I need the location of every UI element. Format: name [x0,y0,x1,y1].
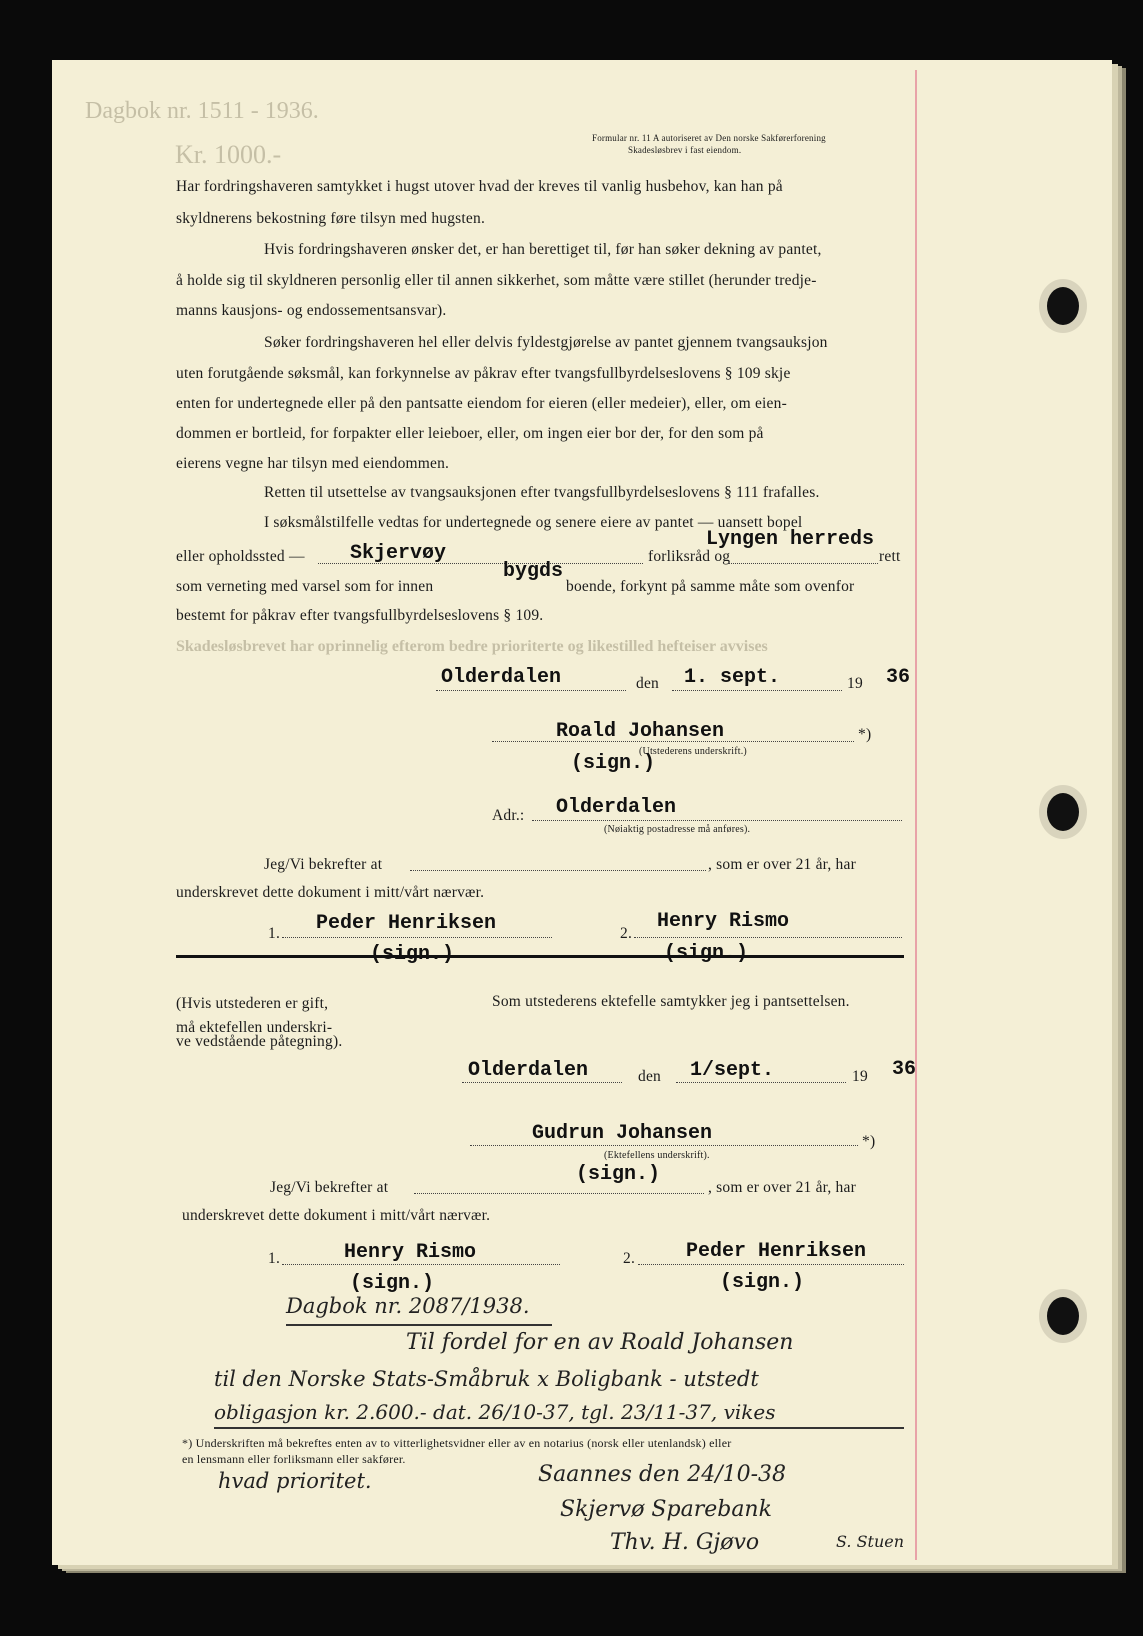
adr-label: Adr.: [492,807,525,824]
w1-line1-b: , som er over 21 år, har [708,856,856,873]
hand-line4: hvad prioritet. [218,1469,372,1493]
spouse-year-prefix: 19 [852,1068,868,1085]
w2-name-line [414,1193,704,1194]
footnote-line1: *) Underskriften må bekreftes enten av to vitterlighetsvidner eller av en notarius (norsk eller utenlandsk) eller [182,1436,732,1450]
w2-name1: Henry Rismo [344,1241,477,1264]
spouse-note-line1: (Hvis utstederen er gift, [176,995,329,1012]
p2-line1: Hvis fordringshaveren ønsker det, er han berettiget til, før han søker dekning av pantet, [264,241,822,258]
p5-line4: bestemt for påkrav efter tvangsfullbyrdelseslovens § 109. [176,607,544,624]
bygds-value: bygds [503,560,564,583]
hand-sig2: Skjervø Sparebank [560,1497,772,1522]
p5-line3-b: boende, forkynt på samme måte som ovenfor [566,578,855,595]
issuer-label: (Utstederens underskrift.) [639,746,747,757]
punch-hole-top [1047,287,1079,325]
spouse-sign-line [470,1145,858,1146]
w2-n2: 2. [623,1250,636,1267]
herred-value: Lyngen herreds [706,528,875,551]
spouse-year: 36 [892,1058,917,1081]
margin-line [915,70,917,1560]
w1-name-line [410,870,706,871]
p5-line2-b: forliksråd og [648,548,731,565]
w2-name2: Peder Henriksen [686,1240,867,1263]
issuer-sign-line [492,741,854,742]
footnote-line2: en lensmann eller forliksmann eller sakfører. [182,1452,406,1466]
p2-line3: manns kausjons- og endossementsansvar). [176,302,447,319]
date1-date: 1. sept. [684,666,781,689]
w2-line1-a: Jeg/Vi bekrefter at [270,1179,389,1196]
issuer-name: Roald Johansen [556,720,725,743]
date1-year-prefix: 19 [847,675,863,692]
date1-year: 36 [886,666,911,689]
w1-name1: Peder Henriksen [316,912,497,935]
hand-dagbok-underline [286,1324,552,1326]
w1-line1-a: Jeg/Vi bekrefter at [264,856,383,873]
issuer-sign: (sign.) [571,752,656,775]
section-divider [176,955,904,958]
w2-n1: 1. [268,1250,281,1267]
date1-date-line [672,690,842,691]
hand-line3-underline [214,1427,904,1429]
p4-line1: Retten til utsettelse av tvangsauksjonen efter tvangsfullbyrdelseslovens § 111 frafalles. [264,484,820,501]
p3-line2: uten forutgående søksmål, kan forkynnelse av påkrav efter tvangsfullbyrdelseslovens § 109 skje [176,365,791,382]
hand-sig1: Saannes den 24/10-38 [538,1462,787,1487]
w2-name2-line [638,1264,904,1265]
ghost-middle-1: Skadesløsbrevet har oprinnelig efterom bedre prioriterte og likestilled hefteiser avvises [176,638,768,655]
spouse-note-line2: må ektefellen underskri- [176,1019,333,1036]
spouse-consent: Som utstederens ektefelle samtykker jeg i pantsettelsen. [492,993,850,1010]
date1-place: Olderdalen [441,666,562,689]
date1-place-line [436,690,626,691]
date1-den: den [636,675,659,692]
p5-line2-c: rett [879,548,901,565]
w2-sign1: (sign.) [350,1272,435,1295]
p3-line3: enten for undertegnede eller på den pantsatte eiendom for eieren (eller medeier), eller, om eien- [176,395,787,412]
spouse-note-line3: ve vedstående påtegning). [176,1033,343,1050]
spouse-place-line [462,1082,622,1083]
adr-value: Olderdalen [556,796,677,819]
herred-line [728,563,878,564]
w1-n2: 2. [620,925,633,942]
p1-line1: Har fordringshaveren samtykket i hugst utover hvad der kreves til vanlig husbehov, kan han på [176,178,783,195]
p3-line4: dommen er bortleid, for forpakter eller leieboer, eller, om ingen eier bor der, for den som på [176,425,764,442]
spouse-name: Gudrun Johansen [532,1122,713,1145]
w1-line2: underskrevet dette dokument i mitt/vårt nærvær. [176,884,485,901]
p5-line2-a: eller opholdssted — [176,548,305,565]
p5-line3-a: som verneting med varsel som for innen [176,578,434,595]
hand-sig3: Thv. H. Gjøvo [610,1530,760,1555]
spouse-den: den [638,1068,661,1085]
p1-line2: skyldnerens bekostning føre tilsyn med hugsten. [176,210,486,227]
w1-sign2: (sign.) [664,942,749,965]
w2-name1-line [282,1264,560,1265]
p2-line2: å holde sig til skyldneren personlig eller til annen sikkerhet, som måtte være stillet (herunder tredje- [176,272,817,289]
adr-line [532,820,902,821]
hand-line3: obligasjon kr. 2.600.- dat. 26/10-37, tgl. 23/11-37, vikes [214,1400,776,1424]
w1-name1-line [282,937,552,938]
w1-n1: 1. [268,925,281,942]
punch-hole-bottom [1047,1297,1079,1335]
hand-line2: til den Norske Stats-Småbruk x Boligbank - utstedt [214,1367,759,1391]
form-note-line2: Skadesløsbrev i fast eiendom. [628,145,742,155]
w2-line1-b: , som er over 21 år, har [708,1179,856,1196]
hand-sig4: S. Stuen [836,1532,905,1551]
ghost-dagbok: Dagbok nr. 1511 - 1936. [85,98,319,124]
w2-sign2: (sign.) [720,1271,805,1294]
w1-sign1: (sign.) [370,943,455,966]
p3-line1: Søker fordringshaveren hel eller delvis fyldestgjørelse av pantet gjennem tvangsauksjon [264,334,828,351]
hand-dagbok: Dagbok nr. 2087/1938. [286,1294,530,1318]
w1-name2-line [634,937,902,938]
spouse-star: *) [862,1133,876,1150]
p3-line5: eierens vegne har tilsyn med eiendommen. [176,455,450,472]
spouse-date: 1/sept. [690,1059,775,1082]
spouse-sign: (sign.) [576,1163,661,1186]
spouse-label: (Ektefellens underskrift). [604,1150,710,1161]
issuer-star: *) [858,726,872,743]
form-note-line1: Formular nr. 11 A autoriseret av Den norske Sakførerforening [592,133,826,143]
adr-note: (Nøiaktig postadresse må anføres). [604,824,751,835]
ghost-kr: Kr. 1000.- [175,140,282,169]
w2-line2: underskrevet dette dokument i mitt/vårt nærvær. [182,1207,491,1224]
forliksraad-value: Skjervøy [350,542,447,565]
spouse-place: Olderdalen [468,1059,589,1082]
punch-hole-middle [1047,793,1079,831]
w1-name2: Henry Rismo [657,910,790,933]
p5-line1: I søksmålstilfelle vedtas for undertegnede og senere eiere av pantet — uansett bopel [264,514,803,531]
hand-line1: Til fordel for en av Roald Johansen [406,1330,794,1355]
spouse-date-line [676,1082,846,1083]
